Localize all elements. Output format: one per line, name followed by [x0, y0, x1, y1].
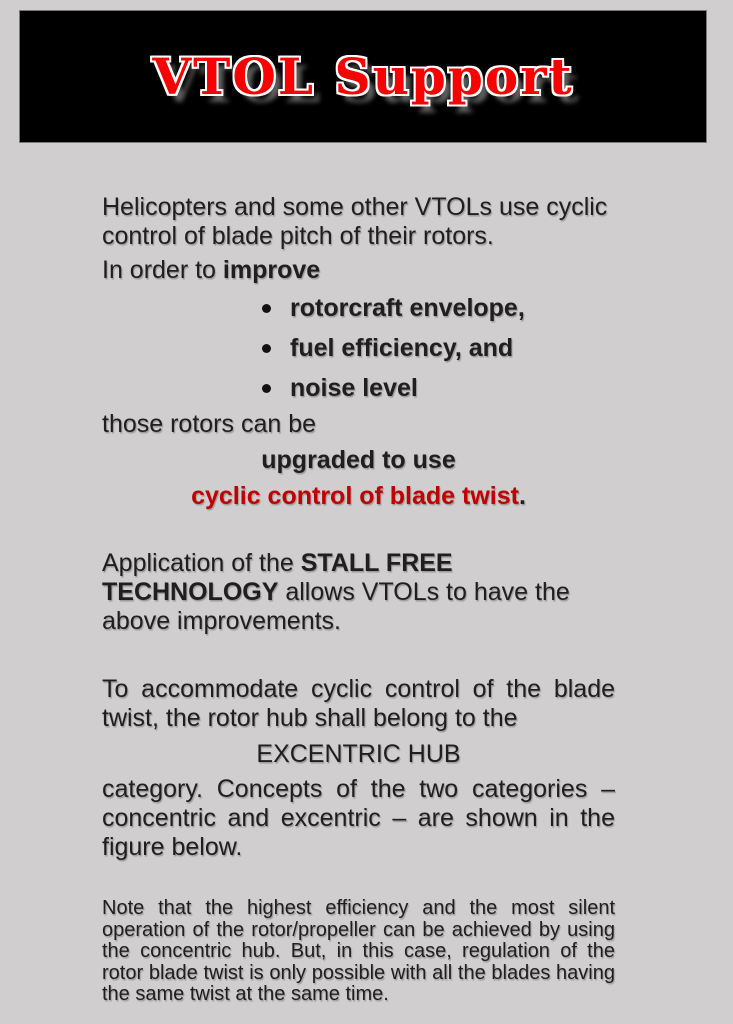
bullet-icon — [262, 304, 271, 313]
cyclic-control-period: . — [518, 482, 526, 510]
bullet-label: fuel efficiency, and — [290, 334, 514, 362]
line-excentric-hub: EXCENTRIC HUB — [256, 740, 461, 768]
improve-bold-text: improve — [222, 256, 321, 284]
bullet-item-noise-level — [102, 374, 615, 403]
slide-body — [102, 193, 615, 1006]
paragraph-intro: Helicopters and some other VTOLs use cyclic control of blade pitch of their rotors. — [102, 193, 608, 250]
improvement-bullet-list — [102, 294, 615, 403]
paragraph-those-rotors: those rotors can be — [102, 410, 317, 438]
in-order-to-text: In order to — [102, 256, 223, 284]
title-banner — [19, 10, 707, 143]
paragraph-in-order-to — [102, 256, 615, 285]
paragraph-category: category. Concepts of the two categories – concentric and excentric – are shown in the figure below. — [102, 775, 615, 861]
line-upgraded-to-use: upgraded to use — [261, 446, 456, 474]
stall-free-technology-bold-text: STALL FREE TECHNOLOGY — [102, 549, 453, 606]
cyclic-control-red-text: cyclic control of blade twist — [191, 482, 519, 510]
paragraph-application — [102, 549, 615, 636]
bullet-label: rotorcraft envelope, — [290, 294, 525, 322]
bullet-icon — [262, 384, 271, 393]
bullet-item-rotorcraft-envelope — [102, 294, 615, 323]
application-prefix-text: Application of the — [102, 549, 301, 577]
paragraph-to-accommodate: To accommodate cyclic control of the blade twist, the rotor hub shall belong to the — [102, 675, 615, 732]
bullet-item-fuel-efficiency — [102, 334, 615, 363]
paragraph-note: Note that the highest efficiency and the most silent operation of the rotor/propeller can be achieved by using the concentric hub. But, in this case, regulation of the rotor blade twist is only possible with all the blades having the same twist at the same time. — [102, 897, 615, 1005]
bullet-icon — [262, 344, 271, 353]
line-cyclic-control — [102, 482, 615, 511]
application-suffix-text: allows VTOLs to have the above improvements. — [102, 578, 570, 635]
bullet-label: noise level — [290, 374, 418, 402]
slide-title: VTOL Support — [152, 47, 574, 106]
